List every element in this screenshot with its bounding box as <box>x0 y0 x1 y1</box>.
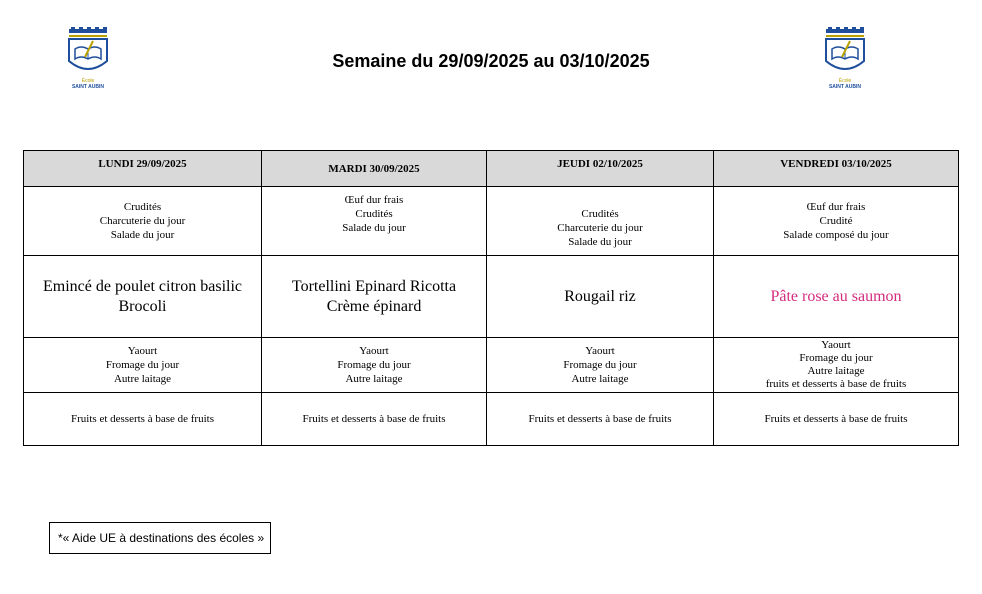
menu-item: Autre laitage <box>571 373 629 385</box>
menu-item: Tortellini Epinard Ricotta <box>291 277 457 295</box>
day-header-jeudi: JEUDI 02/10/2025 <box>487 151 714 187</box>
menu-item: Autre laitage <box>807 365 865 377</box>
menu-item: Yaourt <box>821 339 851 351</box>
menu-item: Emincé de poulet citron basilic <box>42 277 243 295</box>
page-title: Semaine du 29/09/2025 au 03/10/2025 <box>332 51 650 71</box>
cell-plat-jeudi <box>487 256 714 338</box>
menu-item: Œuf dur frais <box>344 194 404 206</box>
menu-item: Fromage du jour <box>105 359 180 371</box>
table-row-dessert <box>24 393 959 446</box>
menu-item: Autre laitage <box>113 373 172 385</box>
table-row-entree <box>24 187 959 256</box>
menu-item: Fromage du jour <box>799 352 873 364</box>
cell-dessert-mardi: Fruits et desserts à base de fruits <box>262 393 487 446</box>
cell-laitage-lundi <box>24 338 262 393</box>
menu-item: Fromage du jour <box>563 359 637 371</box>
menu-item: Yaourt <box>585 345 615 357</box>
logo-caption-ecole: École <box>81 78 95 84</box>
menu-item: Crudités <box>581 208 619 220</box>
cell-laitage-vendredi <box>714 338 959 393</box>
cell-entree-vendredi <box>714 187 959 256</box>
menu-item: Charcuterie du jour <box>99 215 186 227</box>
menu-item: Salade du jour <box>110 229 175 241</box>
logo-caption-name: SAINT AUBIN <box>71 84 105 90</box>
cell-plat-mardi <box>262 256 487 338</box>
cell-entree-mardi <box>262 187 487 256</box>
cell-dessert-vendredi: Fruits et desserts à base de fruits <box>714 393 959 446</box>
table-header-row <box>24 151 959 187</box>
cell-dessert-lundi: Fruits et desserts à base de fruits <box>24 393 262 446</box>
table-row-plat <box>24 256 959 338</box>
footnote-box: *« Aide UE à destinations des écoles » <box>49 522 271 554</box>
menu-item: Autre laitage <box>345 373 403 385</box>
cell-plat-vendredi <box>714 256 959 338</box>
menu-item: Rougail riz <box>564 287 636 305</box>
menu-item: Crème épinard <box>326 297 422 315</box>
cell-laitage-mardi <box>262 338 487 393</box>
menu-item: Fromage du jour <box>337 359 411 371</box>
menu-item: Yaourt <box>127 345 158 357</box>
menu-item: Brocoli <box>118 297 167 315</box>
day-header-vendredi: VENDREDI 03/10/2025 <box>714 151 959 187</box>
menu-item: Salade du jour <box>342 222 406 234</box>
menu-item: Salade du jour <box>568 236 632 248</box>
cell-dessert-jeudi: Fruits et desserts à base de fruits <box>487 393 714 446</box>
menu-item: Œuf dur frais <box>806 201 866 213</box>
table-row-laitage <box>24 338 959 393</box>
menu-item: Crudité <box>819 215 853 227</box>
menu-item-highlight: Pâte rose au saumon <box>770 287 902 305</box>
day-header-lundi: LUNDI 29/09/2025 <box>24 151 262 187</box>
day-header-mardi: MARDI 30/09/2025 <box>262 151 487 187</box>
logo-caption-name: SAINT AUBIN <box>828 84 862 90</box>
menu-item: Charcuterie du jour <box>557 222 643 234</box>
cell-laitage-jeudi <box>487 338 714 393</box>
logo-caption-ecole: École <box>838 78 852 84</box>
menu-item: Crudités <box>355 208 393 220</box>
cell-entree-lundi <box>24 187 262 256</box>
cell-plat-lundi <box>24 256 262 338</box>
menu-item: Yaourt <box>359 345 389 357</box>
menu-item: fruits et desserts à base de fruits <box>765 378 907 390</box>
menu-table <box>23 150 959 446</box>
menu-item: Salade composé du jour <box>783 229 889 241</box>
cell-entree-jeudi <box>487 187 714 256</box>
menu-item: Crudités <box>123 201 162 213</box>
